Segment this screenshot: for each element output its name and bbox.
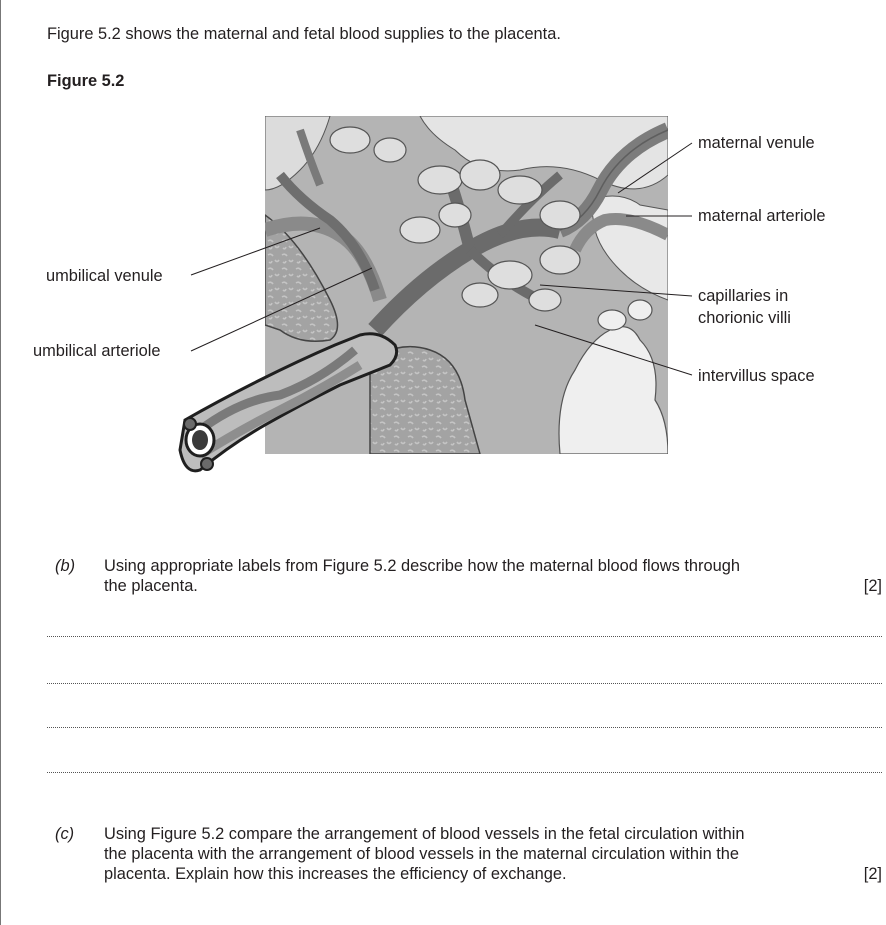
answer-line-3[interactable] — [47, 727, 882, 728]
question-c-marks: [2] — [863, 865, 882, 883]
question-b-letter: (b) — [55, 557, 76, 575]
answer-line-4[interactable] — [47, 772, 882, 773]
label-maternal-venule: maternal venule — [698, 134, 815, 152]
question-b-line2 — [104, 576, 882, 596]
intro-text: Figure 5.2 shows the maternal and fetal blood supplies to the placenta. — [47, 25, 561, 43]
question-b-line2-text: the placenta. — [104, 577, 198, 595]
question-b-line1: Using appropriate labels from Figure 5.2 describe how the maternal blood flows through — [104, 557, 740, 575]
label-capillaries-line1: capillaries in — [698, 287, 789, 305]
answer-line-1[interactable] — [47, 636, 882, 637]
question-c-line3 — [104, 864, 882, 884]
question-b-marks: [2] — [863, 577, 882, 595]
label-capillaries-line2: chorionic villi — [698, 309, 791, 327]
question-b-text — [104, 556, 882, 596]
question-c-line2: the placenta with the arrangement of blood vessels in the maternal circulation within the — [104, 845, 740, 863]
label-umbilical-arteriole: umbilical arteriole — [33, 342, 161, 360]
question-c-line1: Using Figure 5.2 compare the arrangement of blood vessels in the fetal circulation within — [104, 825, 745, 843]
question-c-letter: (c) — [55, 825, 75, 843]
label-maternal-arteriole: maternal arteriole — [698, 207, 826, 225]
figure-title: Figure 5.2 — [47, 72, 125, 90]
question-c-line3-text: placenta. Explain how this increases the efficiency of exchange. — [104, 865, 567, 883]
placenta-section — [265, 116, 668, 454]
label-intervillus-space: intervillus space — [698, 367, 815, 385]
answer-line-2[interactable] — [47, 683, 882, 684]
question-c-text — [104, 824, 882, 884]
label-umbilical-venule: umbilical venule — [46, 267, 163, 285]
